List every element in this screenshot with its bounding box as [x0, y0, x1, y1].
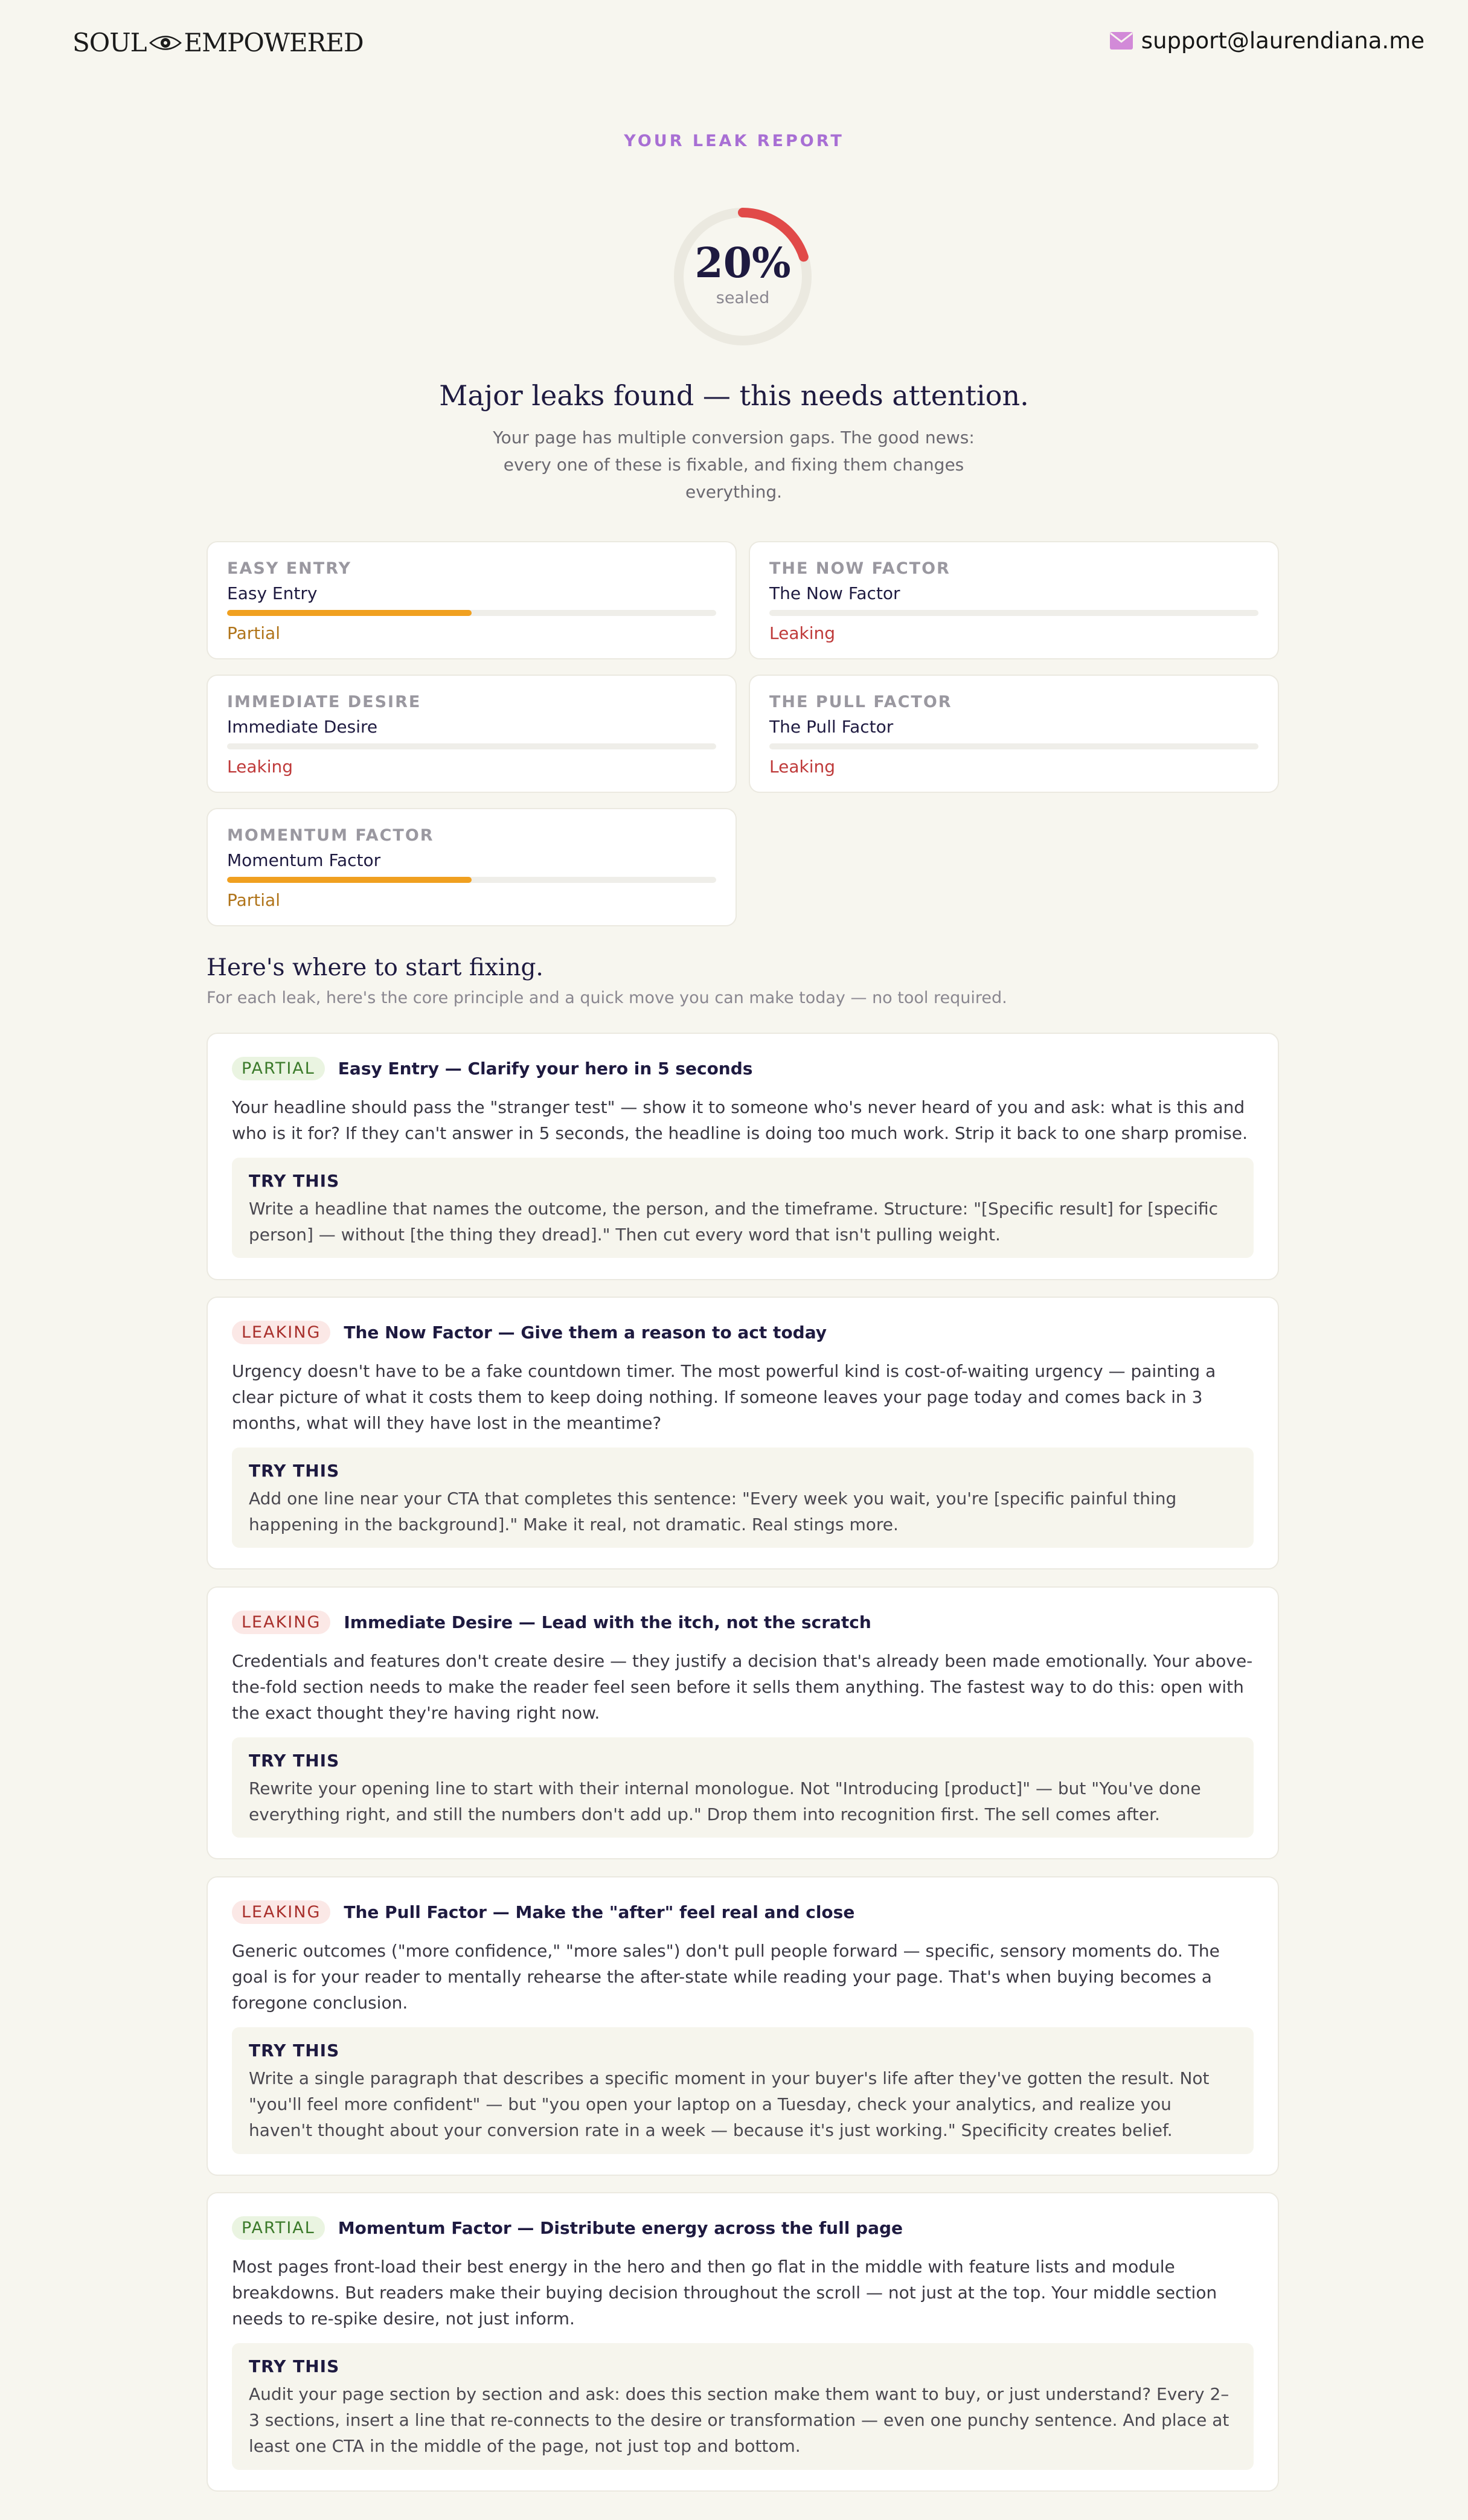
fix-card-body: Credentials and features don't create desire — they justify a decision that's already been made emotionally. Your above-the-fold section needs to make the reader feel seen before it sells them anything. The fastest way to do this: open with the exact thought they're having right now.: [232, 1651, 1253, 1723]
support-email-link[interactable]: [1110, 28, 1425, 54]
fix-card-title: Momentum Factor — Distribute energy across the full page: [338, 2218, 903, 2238]
fix-section-title: Here's where to start fixing.: [207, 954, 543, 981]
factor-caption: THE PULL FACTOR: [769, 693, 952, 711]
factor-name: Momentum Factor: [227, 850, 381, 870]
factor-card-easy-entry: [207, 541, 737, 659]
try-this-box: [232, 1448, 1254, 1548]
factor-progress-track: [227, 877, 716, 883]
fix-card-body: Your headline should pass the "stranger test" — show it to someone who's never heard of you and ask: what is this and who is it for? If they can't answer in 5 seconds, the headline is doing too much work. Strip it back to one sharp promise.: [232, 1097, 1248, 1143]
factor-caption: MOMENTUM FACTOR: [227, 826, 434, 845]
score-value: 20%: [694, 239, 791, 287]
status-badge: LEAKING: [232, 1321, 330, 1344]
fix-card-body: Generic outcomes ("more confidence," "more sales") don't pull people forward — specific, sensory moments do. The goal is for your reader to mentally rehearse the after-state while reading your page. That's when buying becomes a foregone conclusion.: [232, 1941, 1220, 2013]
try-this-box: [232, 2343, 1254, 2470]
factor-status: Leaking: [769, 623, 836, 643]
report-headline: Major leaks found — this needs attention.: [439, 379, 1029, 412]
factor-caption: THE NOW FACTOR: [769, 559, 950, 578]
factor-progress-track: [769, 610, 1258, 616]
fix-card-title: Easy Entry — Clarify your hero in 5 seconds: [338, 1059, 753, 1079]
fix-card-pull-factor: [207, 1876, 1279, 2176]
try-this-label: TRY THIS: [249, 2356, 340, 2376]
support-email-text: support@laurendiana.me: [1141, 28, 1425, 54]
factor-card-momentum-factor: [207, 808, 737, 926]
try-this-text: Write a single paragraph that describes a specific moment in your buyer's life after they've gotten the result. Not "you'll feel more confident" — but "you open your laptop on a Tuesday, check your analytics, and realize you haven't thought about your conversion rate in a week — because it's just working." Specificity creates belief.: [249, 2068, 1210, 2140]
score-caption: sealed: [716, 289, 770, 307]
factor-name: Immediate Desire: [227, 717, 378, 737]
factor-card-pull-factor: [749, 675, 1279, 793]
try-this-label: TRY THIS: [249, 1461, 340, 1481]
factor-caption: IMMEDIATE DESIRE: [227, 693, 421, 711]
factor-name: The Pull Factor: [769, 717, 894, 737]
logo-text-empowered: EMPOWERED: [184, 28, 364, 57]
fix-card-easy-entry: [207, 1033, 1279, 1280]
status-badge: PARTIAL: [232, 2216, 325, 2240]
logo-text-soul: SOUL: [72, 28, 147, 57]
fix-card-title: The Pull Factor — Make the "after" feel real and close: [344, 1902, 855, 1922]
status-badge: LEAKING: [232, 1611, 330, 1634]
fix-card-now-factor: [207, 1297, 1279, 1569]
factor-status: Leaking: [769, 757, 836, 777]
try-this-text: Audit your page section by section and ask: does this section make them want to buy, or just understand? Every 2–3 sections, insert a line that re-connects to the desire or transformation — even one punchy sentence. And place at least one CTA in the middle of the page, not just top and bottom.: [249, 2384, 1229, 2456]
fix-card-momentum-factor: [207, 2192, 1279, 2492]
factor-status: Partial: [227, 890, 280, 910]
fix-card-body: Urgency doesn't have to be a fake countdown timer. The most powerful kind is cost-of-waiting urgency — painting a clear picture of what it costs them to keep doing nothing. If someone leaves your page today and comes back in 3 months, what will they have lost in the meantime?: [232, 1361, 1216, 1433]
score-gauge: [670, 204, 815, 349]
report-subtext: Your page has multiple conversion gaps. The good news: every one of these is fixable, and fixing them changes everything.: [493, 428, 975, 502]
try-this-box: [232, 2027, 1254, 2154]
brand-logo[interactable]: [72, 28, 364, 57]
factor-name: The Now Factor: [769, 583, 900, 603]
try-this-text: Add one line near your CTA that completes this sentence: "Every week you wait, you're [specific painful thing happening in the background]." Make it real, not dramatic. Real stings more.: [249, 1489, 1177, 1534]
fix-card-title: The Now Factor — Give them a reason to act today: [344, 1323, 827, 1342]
fix-card-immediate-desire: [207, 1586, 1279, 1859]
fix-card-body: Most pages front-load their best energy in the hero and then go flat in the middle with feature lists and module breakdowns. But readers make their buying decision throughout the scroll — not just at the top. Your middle section needs to re-spike desire, not just inform.: [232, 2257, 1217, 2329]
factor-status: Partial: [227, 623, 280, 643]
fix-card-title: Immediate Desire — Lead with the itch, not the scratch: [344, 1612, 871, 1632]
try-this-text: Write a headline that names the outcome, the person, and the timeframe. Structure: "[Specific result] for [specific person] — without [the thing they dread]." Then cut every word that isn't pulling weight.: [249, 1199, 1218, 1245]
site-header: [0, 0, 1468, 91]
try-this-label: TRY THIS: [249, 1751, 340, 1771]
try-this-text: Rewrite your opening line to start with their internal monologue. Not "Introducing [product]" — but "You've done everything right, and still the numbers don't add up." Drop them into recognition first. The sell comes after.: [249, 1778, 1201, 1824]
status-badge: PARTIAL: [232, 1057, 325, 1080]
status-badge: LEAKING: [232, 1900, 330, 1924]
fix-section-subtitle: For each leak, here's the core principle and a quick move you can make today — no tool required.: [207, 989, 1007, 1007]
try-this-box: [232, 1158, 1254, 1258]
report-label: YOUR LEAK REPORT: [624, 132, 844, 150]
factor-name: Easy Entry: [227, 583, 318, 603]
factor-progress-track: [227, 610, 716, 616]
eye-icon: [149, 33, 182, 53]
try-this-box: [232, 1737, 1254, 1838]
envelope-icon: [1110, 32, 1133, 50]
factor-card-immediate-desire: [207, 675, 737, 793]
factor-progress-track: [227, 743, 716, 749]
factor-progress-fill: [227, 610, 472, 616]
factor-progress-fill: [227, 877, 472, 883]
factor-caption: EASY ENTRY: [227, 559, 352, 578]
factor-status: Leaking: [227, 757, 293, 777]
factor-card-now-factor: [749, 541, 1279, 659]
factor-progress-track: [769, 743, 1258, 749]
try-this-label: TRY THIS: [249, 2041, 340, 2060]
try-this-label: TRY THIS: [249, 1171, 340, 1191]
